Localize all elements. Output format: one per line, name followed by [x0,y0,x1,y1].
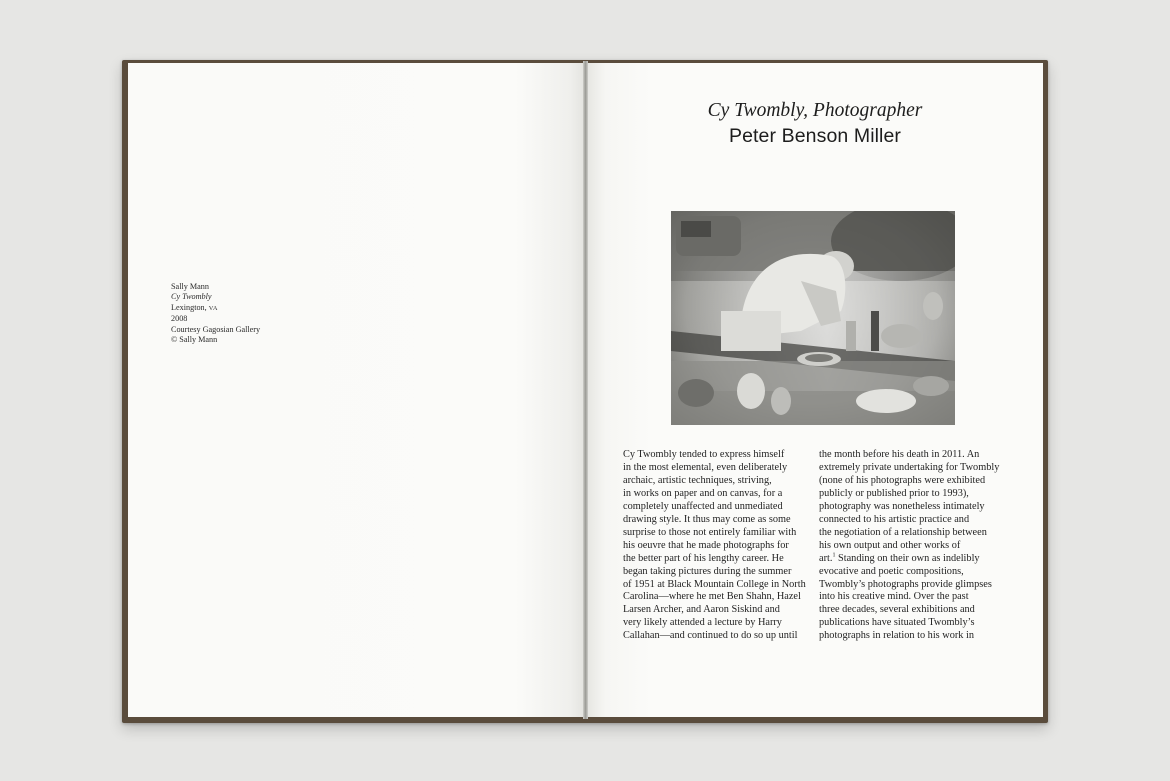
essay-author: Peter Benson Miller [728,125,902,147]
body-line: the negotiation of a relationship between [819,526,987,538]
photograph [671,211,955,425]
body-line: photography was nonetheless intimately [819,500,985,512]
left-page [128,63,584,717]
body-column-1 [623,449,806,643]
caption-artist: Sally Mann [171,282,209,291]
body-line: three decades, several exhibitions and [819,604,975,616]
body-line: photographs in relation to his work in [819,630,975,642]
body-line: completely unaffected and unmediated [623,500,783,512]
body-line: began taking pictures during the summer [623,565,792,577]
body-line: publications have situated Twombly’s [819,617,975,629]
body-column-2 [819,449,999,643]
body-line: surprise to those not entirely familiar with [623,526,797,538]
caption-year: 2008 [171,314,188,324]
body-line: drawing style. It thus may come as some [623,513,791,525]
book-gutter [583,61,588,719]
body-line: connected to his artistic practice and [819,513,970,525]
body-line: archaic, artistic techniques, striving, [623,474,772,486]
body-text: art. [819,552,833,564]
body-line: Callahan—and continued to do so up until [623,630,798,642]
footnote-marker[interactable]: 1 [832,552,836,559]
body-line: into his creative mind. Over the past [819,591,969,603]
body-line: very likely attended a lecture by Harry [623,617,782,629]
body-line: publicly or published prior to 1993), [819,487,969,499]
body-line: his own output and other works of [819,539,961,551]
body-line: Cy Twombly tended to express himself [623,449,785,460]
photo-caption [171,282,260,345]
body-line: evocative and poetic compositions, [819,565,964,577]
body-line-with-footnote [819,553,999,566]
body-line: his oeuvre that he made photographs for [623,539,789,551]
body-line: Twombly’s photographs provide glimpses [819,578,992,590]
body-line: in works on paper and on canvas, for a [623,487,783,499]
essay-title: Cy Twombly, Photographer [707,100,923,121]
body-line: Carolina—where he met Ben Shahn, Hazel [623,591,801,603]
body-line: in the most elemental, even deliberately [623,461,788,473]
caption-title: Cy Twombly [171,292,212,302]
body-line: extremely private undertaking for Twombly [819,461,1000,473]
body-line: (none of his photographs were exhibited [819,474,986,486]
caption-place-city: Lexington, [171,302,209,312]
body-text: Standing on their own as indelibly [835,552,980,564]
body-line: the month before his death in 2011. An [819,449,980,460]
photograph-image [671,211,955,425]
body-line: of 1951 at Black Mountain College in North [623,578,806,590]
caption-place-state: VA [208,304,218,312]
caption-credit: Courtesy Gagosian Gallery [171,324,261,334]
caption-copyright: © Sally Mann [171,335,218,345]
body-line: Larsen Archer, and Aaron Siskind and [623,604,780,616]
caption-place [171,303,260,314]
body-line: the better part of his lengthy career. He [623,552,784,564]
